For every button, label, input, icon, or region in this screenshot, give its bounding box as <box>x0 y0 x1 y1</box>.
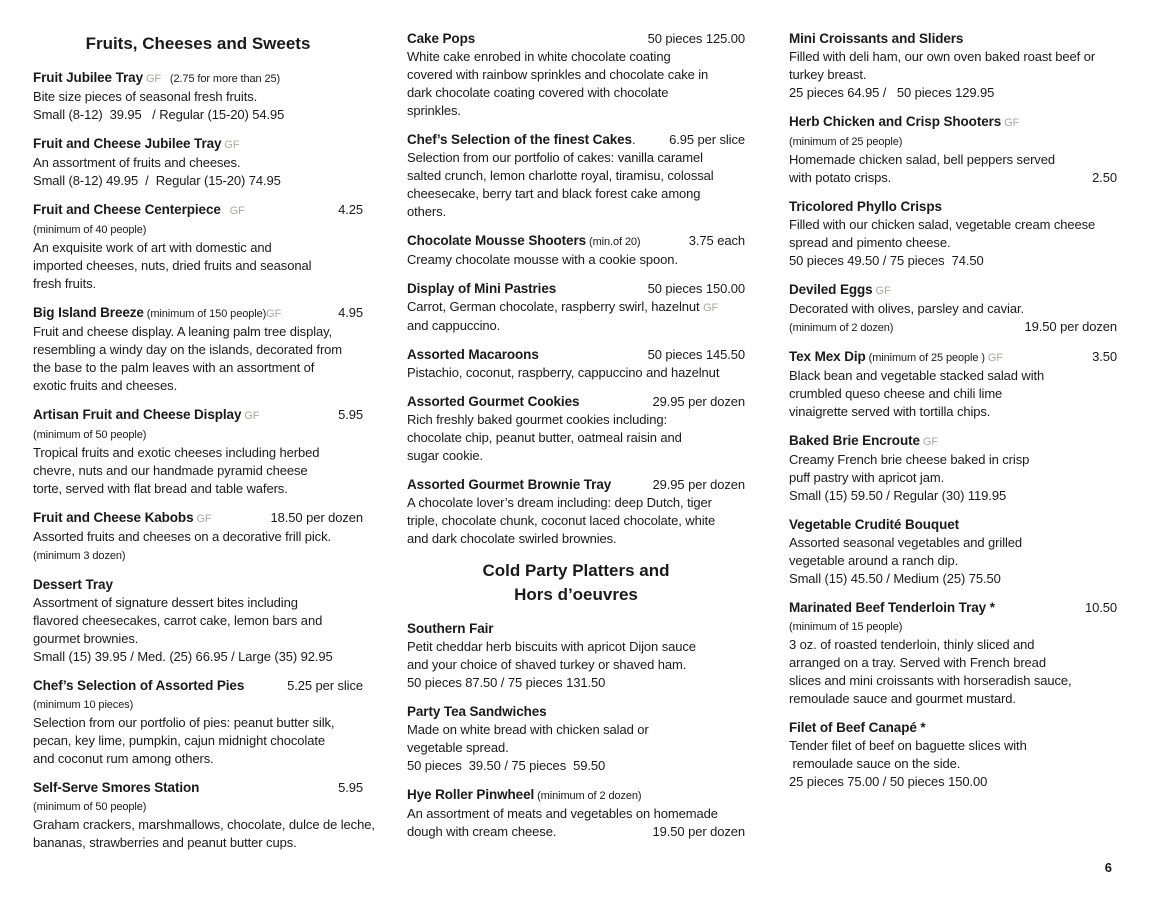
item-name: Assorted Gourmet Brownie Tray <box>407 477 612 492</box>
item-text: and your choice of shaved turkey or shaved ham. <box>407 657 687 672</box>
menu-line <box>407 232 745 251</box>
menu-item <box>789 599 1117 708</box>
menu-item <box>33 779 375 852</box>
item-text: Creamy French brie cheese baked in crisp <box>789 452 1030 467</box>
menu-line <box>789 151 1117 169</box>
menu-line <box>33 239 363 257</box>
item-text: 25 pieces 64.95 / 50 pieces 129.95 <box>789 85 995 100</box>
menu-item <box>33 135 363 190</box>
item-name: Assorted Macaroons <box>407 347 539 362</box>
item-text: sprinkles. <box>407 103 461 118</box>
item-name: Southern Fair <box>407 621 494 636</box>
item-name: Baked Brie Encroute <box>789 433 920 448</box>
item-text: Filled with our chicken salad, vegetable cream cheese <box>789 217 1096 232</box>
item-name: Chef’s Selection of Assorted Pies <box>33 678 245 693</box>
menu-line <box>33 750 363 768</box>
menu-line <box>789 654 1117 672</box>
item-text: spread and pimento cheese. <box>789 235 951 250</box>
item-name: Big Island Breeze <box>33 305 144 320</box>
item-name: Fruit and Cheese Kabobs <box>33 510 194 525</box>
menu-line <box>789 216 1117 234</box>
section-heading-line: Fruits, Cheeses and Sweets <box>85 34 311 53</box>
item-name: Chocolate Mousse Shooters <box>407 233 587 248</box>
item-name: Tex Mex Dip <box>789 349 866 364</box>
menu-item <box>407 232 745 269</box>
menu-line <box>789 403 1117 421</box>
menu-line <box>33 341 363 359</box>
item-text: dark chocolate coating covered with chocolate <box>407 85 669 100</box>
item-text: White cake enrobed in white chocolate coating <box>407 49 671 64</box>
item-text: Made on white bread with chicken salad or <box>407 722 649 737</box>
menu-line <box>33 154 363 172</box>
menu-line <box>33 612 363 630</box>
menu-item <box>789 348 1117 421</box>
menu-line <box>407 280 745 298</box>
menu-line <box>33 444 363 462</box>
menu-line <box>407 131 745 149</box>
item-text: Small (15) 45.50 / Medium (25) 75.50 <box>789 571 1001 586</box>
menu-line <box>407 102 745 120</box>
menu-line <box>789 48 1117 66</box>
menu-line <box>33 88 363 106</box>
menu-line <box>33 201 363 220</box>
menu-column <box>33 30 375 863</box>
menu-line <box>33 480 363 498</box>
item-name: Fruit and Cheese Centerpiece <box>33 202 221 217</box>
menu-line <box>33 732 363 750</box>
menu-line <box>33 695 363 714</box>
item-price: 3.75 each <box>688 233 745 248</box>
menu-line <box>33 816 375 834</box>
item-price: 10.50 <box>1084 600 1117 615</box>
item-note: (2.75 for more than 25) <box>161 73 281 85</box>
item-note: (minimum of 25 people) <box>789 136 903 148</box>
menu-line <box>789 516 1117 534</box>
menu-line <box>33 135 363 154</box>
item-text: crumbled queso cheese and chili lime <box>789 386 1003 401</box>
menu-item <box>33 509 363 565</box>
menu-line <box>789 318 1117 337</box>
menu-line <box>407 703 745 721</box>
item-text: Tender filet of beef on baguette slices with <box>789 738 1027 753</box>
item-text: Fruit and cheese display. A leaning palm tree display, <box>33 324 333 339</box>
item-name: Chef’s Selection of the finest Cakes <box>407 132 632 147</box>
menu-item <box>407 786 745 841</box>
item-text: and coconut rum among others. <box>33 751 214 766</box>
item-name: Dessert Tray <box>33 577 113 592</box>
menu-item <box>33 576 363 666</box>
item-text: 3 oz. of roasted tenderloin, thinly sliced and <box>789 637 1035 652</box>
menu-line <box>407 149 745 167</box>
item-name: Cake Pops <box>407 31 476 46</box>
item-text: Small (8-12) 39.95 / Regular (15-20) 54.95 <box>33 107 285 122</box>
item-text: An assortment of fruits and cheeses. <box>33 155 241 170</box>
menu-line <box>407 185 745 203</box>
item-text: salted crunch, lemon charlotte royal, tiramisu, colossal <box>407 168 714 183</box>
item-note: (minimum 10 pieces) <box>33 699 134 711</box>
menu-line <box>33 377 363 395</box>
menu-line <box>33 106 363 124</box>
item-text: cheesecake, berry tart and black forest cake among <box>407 186 701 201</box>
menu-line <box>33 509 363 528</box>
item-text: Selection from our portfolio of cakes: vanilla caramel <box>407 150 703 165</box>
item-text: with potato crisps. <box>789 170 892 185</box>
gf-badge: GF <box>984 352 1003 364</box>
item-text: Graham crackers, marshmallows, chocolate, dulce de leche, <box>33 817 375 832</box>
item-text: 50 pieces 49.50 / 75 pieces 74.50 <box>789 253 984 268</box>
item-name: Filet of Beef Canapé * <box>789 720 926 735</box>
menu-line <box>407 447 745 465</box>
menu-line <box>33 677 363 695</box>
menu-line <box>789 451 1117 469</box>
menu-line <box>33 779 363 797</box>
menu-item <box>33 677 363 768</box>
menu-line <box>407 476 745 494</box>
item-text: turkey breast. <box>789 67 867 82</box>
gf-badge: GF <box>703 302 719 314</box>
item-note: (minimum of 150 people) <box>143 308 267 320</box>
menu-line <box>33 323 363 341</box>
menu-line <box>789 169 1117 187</box>
menu-line <box>789 367 1117 385</box>
menu-line <box>789 487 1117 505</box>
menu-item <box>407 131 745 221</box>
menu-line <box>407 429 745 447</box>
section-heading <box>33 32 363 56</box>
gf-badge: GF <box>220 205 245 217</box>
gf-badge: GF <box>919 436 938 448</box>
item-name: Self-Serve Smores Station <box>33 780 200 795</box>
item-text: Assortment of signature dessert bites including <box>33 595 298 610</box>
item-name: Display of Mini Pastries <box>407 281 557 296</box>
item-note: (minimum of 40 people) <box>33 224 147 236</box>
menu-line <box>407 48 745 66</box>
menu-line <box>33 648 363 666</box>
item-text: Filled with deli ham, our own oven baked roast beef or <box>789 49 1096 64</box>
menu-line <box>407 317 745 335</box>
menu-line <box>33 576 363 594</box>
item-text: Small (15) 39.95 / Med. (25) 66.95 / Large (35) 92.95 <box>33 649 333 664</box>
item-text: arranged on a tray. Served with French bread <box>789 655 1046 670</box>
item-price: 2.50 <box>1092 170 1117 185</box>
item-text: Bite size pieces of seasonal fresh fruits. <box>33 89 258 104</box>
item-name: Marinated Beef Tenderloin Tray * <box>789 600 995 615</box>
item-text: chevre, nuts and our handmade pyramid cheese <box>33 463 308 478</box>
item-text: resembling a windy day on the islands, decorated from <box>33 342 343 357</box>
item-text: remoulade sauce on the side. <box>789 756 961 771</box>
menu-item <box>407 476 745 548</box>
menu-line <box>789 617 1117 636</box>
item-price: 50 pieces 150.00 <box>647 281 745 296</box>
menu-line <box>789 552 1117 570</box>
menu-line <box>407 805 745 823</box>
menu-line <box>33 69 363 88</box>
menu-item <box>407 30 745 120</box>
menu-line <box>789 773 1117 791</box>
item-name: Vegetable Crudité Bouquet <box>789 517 960 532</box>
item-text: A chocolate lover’s dream including: deep Dutch, tiger <box>407 495 712 510</box>
menu-line <box>33 546 363 565</box>
menu-line <box>407 786 745 805</box>
item-price: 18.50 per dozen <box>270 510 363 525</box>
item-text: 50 pieces 87.50 / 75 pieces 131.50 <box>407 675 606 690</box>
item-note: (minimum of 25 people ) <box>865 352 985 364</box>
menu-column <box>407 30 745 863</box>
menu-line <box>407 721 745 739</box>
menu-line <box>789 385 1117 403</box>
item-note: (minimum 3 dozen) <box>33 550 126 562</box>
item-name: Artisan Fruit and Cheese Display <box>33 407 242 422</box>
menu-line <box>33 797 363 816</box>
menu-line <box>407 739 745 757</box>
item-name: Party Tea Sandwiches <box>407 704 547 719</box>
menu-line <box>789 672 1117 690</box>
item-text: Pistachio, coconut, raspberry, cappuccino and hazelnut <box>407 365 720 380</box>
menu-line <box>407 620 745 638</box>
item-text: Selection from our portfolio of pies: peanut butter silk, <box>33 715 335 730</box>
item-text: 25 pieces 75.00 / 50 pieces 150.00 <box>789 774 988 789</box>
item-price: 3.50 <box>1092 349 1117 364</box>
menu-item <box>789 281 1117 337</box>
menu-line <box>407 411 745 429</box>
item-price: 5.95 <box>338 780 363 795</box>
menu-line <box>407 346 745 364</box>
menu-line <box>789 30 1117 48</box>
menu-line <box>33 834 363 852</box>
menu-line <box>789 252 1117 270</box>
item-text: the base to the palm leaves with an assortment of <box>33 360 315 375</box>
menu-line <box>33 594 363 612</box>
menu-line <box>33 304 363 323</box>
section-heading-line: Hors d’oeuvres <box>514 585 638 604</box>
menu-line <box>789 132 1117 151</box>
item-text: An assortment of meats and vegetables on homemade <box>407 806 718 821</box>
menu-item <box>407 703 745 775</box>
menu-line <box>407 167 745 185</box>
item-text: vegetable spread. <box>407 740 509 755</box>
item-price: 4.95 <box>338 305 363 320</box>
item-text: Assorted seasonal vegetables and grilled <box>789 535 1023 550</box>
item-text: Assorted fruits and cheeses on a decorative frill pick. <box>33 529 331 544</box>
item-name: Fruit and Cheese Jubilee Tray <box>33 136 222 151</box>
item-name: Assorted Gourmet Cookies <box>407 394 580 409</box>
menu-line <box>789 534 1117 552</box>
item-name: Deviled Eggs <box>789 282 873 297</box>
menu-line <box>789 198 1117 216</box>
menu-line <box>789 570 1117 588</box>
gf-badge: GF <box>241 410 260 422</box>
menu-line <box>789 300 1117 318</box>
item-text: and cappuccino. <box>407 318 501 333</box>
item-name: Fruit Jubilee Tray <box>33 70 143 85</box>
section-heading-line: Cold Party Platters and <box>482 561 670 580</box>
item-text: slices and mini croissants with horseradish sauce, <box>789 673 1072 688</box>
item-price: 5.95 <box>338 407 363 422</box>
menu-item <box>407 620 745 692</box>
gf-badge: GF <box>142 73 162 85</box>
menu-line <box>33 462 363 480</box>
item-text: exotic fruits and cheeses. <box>33 378 178 393</box>
item-text: vegetable around a ranch dip. <box>789 553 959 568</box>
menu-line <box>33 275 363 293</box>
item-text: Carrot, German chocolate, raspberry swirl, hazelnut <box>407 299 704 314</box>
item-text: pecan, key lime, pumpkin, cajun midnight chocolate <box>33 733 325 748</box>
menu-line <box>789 432 1117 451</box>
menu-column <box>789 30 1117 863</box>
item-text: 50 pieces 39.50 / 75 pieces 59.50 <box>407 758 606 773</box>
item-text: Decorated with olives, parsley and caviar. <box>789 301 1024 316</box>
item-text: bananas, strawberries and peanut butter cups. <box>33 835 297 850</box>
menu-item <box>789 719 1117 791</box>
item-price: 5.25 per slice <box>287 678 363 693</box>
item-text: Homemade chicken salad, bell peppers served <box>789 152 1055 167</box>
item-note: (minimum of 15 people) <box>789 621 903 633</box>
item-text: Tropical fruits and exotic cheeses including herbed <box>33 445 320 460</box>
menu-line <box>789 636 1117 654</box>
item-text: chocolate chip, peanut butter, oatmeal raisin and <box>407 430 682 445</box>
item-text: Creamy chocolate mousse with a cookie spoon. <box>407 252 678 267</box>
item-text: fresh fruits. <box>33 276 96 291</box>
item-price: 50 pieces 145.50 <box>647 347 745 362</box>
menu-item <box>407 346 745 382</box>
item-name: Tricolored Phyllo Crisps <box>789 199 942 214</box>
item-note: (minimum of 50 people) <box>33 429 147 441</box>
menu-line <box>407 66 745 84</box>
menu-line <box>407 656 745 674</box>
item-text: others. <box>407 204 447 219</box>
gf-badge: GF <box>221 139 240 151</box>
menu-line <box>407 251 745 269</box>
menu-item <box>33 406 363 498</box>
menu-item <box>407 280 745 335</box>
menu-line <box>407 203 745 221</box>
menu-line <box>407 298 745 317</box>
item-name: Mini Croissants and Sliders <box>789 31 964 46</box>
menu-item <box>33 304 363 395</box>
menu-line <box>407 512 745 530</box>
page-number: 6 <box>1104 860 1112 875</box>
menu-item <box>789 30 1117 102</box>
item-text: An exquisite work of art with domestic and <box>33 240 272 255</box>
item-text: Petit cheddar herb biscuits with apricot Dijon sauce <box>407 639 696 654</box>
item-text: puff pastry with apricot jam. <box>789 470 945 485</box>
item-text: flavored cheesecakes, carrot cake, lemon bars and <box>33 613 323 628</box>
item-text: covered with rainbow sprinkles and chocolate cake in <box>407 67 709 82</box>
menu-line <box>407 638 745 656</box>
item-text: vinaigrette served with tortilla chips. <box>789 404 991 419</box>
item-price: 29.95 per dozen <box>652 394 745 409</box>
menu-line <box>407 393 745 411</box>
menu-item <box>789 198 1117 270</box>
item-price: 50 pieces 125.00 <box>647 31 745 46</box>
item-text: Rich freshly baked gourmet cookies including: <box>407 412 667 427</box>
item-note: (minimum of 2 dozen) <box>534 790 642 802</box>
menu-line <box>33 425 363 444</box>
menu-line <box>789 84 1117 102</box>
gf-badge: GF <box>193 513 212 525</box>
menu-line <box>33 406 363 425</box>
menu-line <box>407 30 745 48</box>
menu-line <box>33 359 363 377</box>
menu-line <box>33 257 363 275</box>
item-text: remoulade sauce and gourmet mustard. <box>789 691 1016 706</box>
menu-line <box>407 823 745 841</box>
item-note: (minimum of 2 dozen) <box>789 322 894 334</box>
gf-badge: GF <box>1001 117 1020 129</box>
menu-line <box>789 66 1117 84</box>
menu-line <box>789 469 1117 487</box>
item-text: triple, chocolate chunk, coconut laced chocolate, white <box>407 513 716 528</box>
item-price: 29.95 per dozen <box>652 477 745 492</box>
menu-line <box>789 348 1117 367</box>
menu-line <box>789 690 1117 708</box>
menu-line <box>789 281 1117 300</box>
menu-line <box>407 674 745 692</box>
item-price: 6.95 per slice <box>669 132 745 147</box>
menu-line <box>33 172 363 190</box>
menu-line <box>407 530 745 548</box>
menu-line <box>789 113 1117 132</box>
item-text: imported cheeses, nuts, dried fruits and seasonal <box>33 258 312 273</box>
item-price: 4.25 <box>338 202 363 217</box>
section-heading <box>407 559 745 607</box>
item-name: Hye Roller Pinwheel <box>407 787 535 802</box>
menu-item <box>789 432 1117 505</box>
menu-line <box>407 494 745 512</box>
menu-line <box>33 630 363 648</box>
menu-item <box>789 516 1117 588</box>
item-text: torte, served with flat bread and table wafers. <box>33 481 288 496</box>
menu-line <box>407 757 745 775</box>
menu-line <box>407 364 745 382</box>
item-text: dough with cream cheese. <box>407 824 557 839</box>
menu-line <box>33 714 363 732</box>
menu-line <box>33 220 363 239</box>
item-price: 19.50 per dozen <box>652 824 745 839</box>
item-text: gourmet brownies. <box>33 631 139 646</box>
item-text: and dark chocolate swirled brownies. <box>407 531 617 546</box>
menu-line <box>789 755 1117 773</box>
menu-line <box>407 84 745 102</box>
item-text: Small (15) 59.50 / Regular (30) 119.95 <box>789 488 1007 503</box>
item-note: (min.of 20) <box>586 236 641 248</box>
item-text: sugar cookie. <box>407 448 484 463</box>
menu-line <box>789 737 1117 755</box>
menu-item <box>33 201 363 293</box>
gf-badge: GF <box>266 308 282 320</box>
menu-line <box>33 528 363 546</box>
menu-item <box>789 113 1117 187</box>
item-text: . <box>631 132 636 147</box>
menu-item <box>33 69 363 124</box>
item-name: Herb Chicken and Crisp Shooters <box>789 114 1002 129</box>
menu-line <box>789 234 1117 252</box>
item-text: Black bean and vegetable stacked salad with <box>789 368 1045 383</box>
menu-line <box>789 719 1117 737</box>
item-price: 19.50 per dozen <box>1024 319 1117 334</box>
item-text: Small (8-12) 49.95 / Regular (15-20) 74.95 <box>33 173 281 188</box>
item-note: (minimum of 50 people) <box>33 801 147 813</box>
menu-item <box>407 393 745 465</box>
gf-badge: GF <box>872 285 891 297</box>
menu-line <box>789 599 1117 617</box>
